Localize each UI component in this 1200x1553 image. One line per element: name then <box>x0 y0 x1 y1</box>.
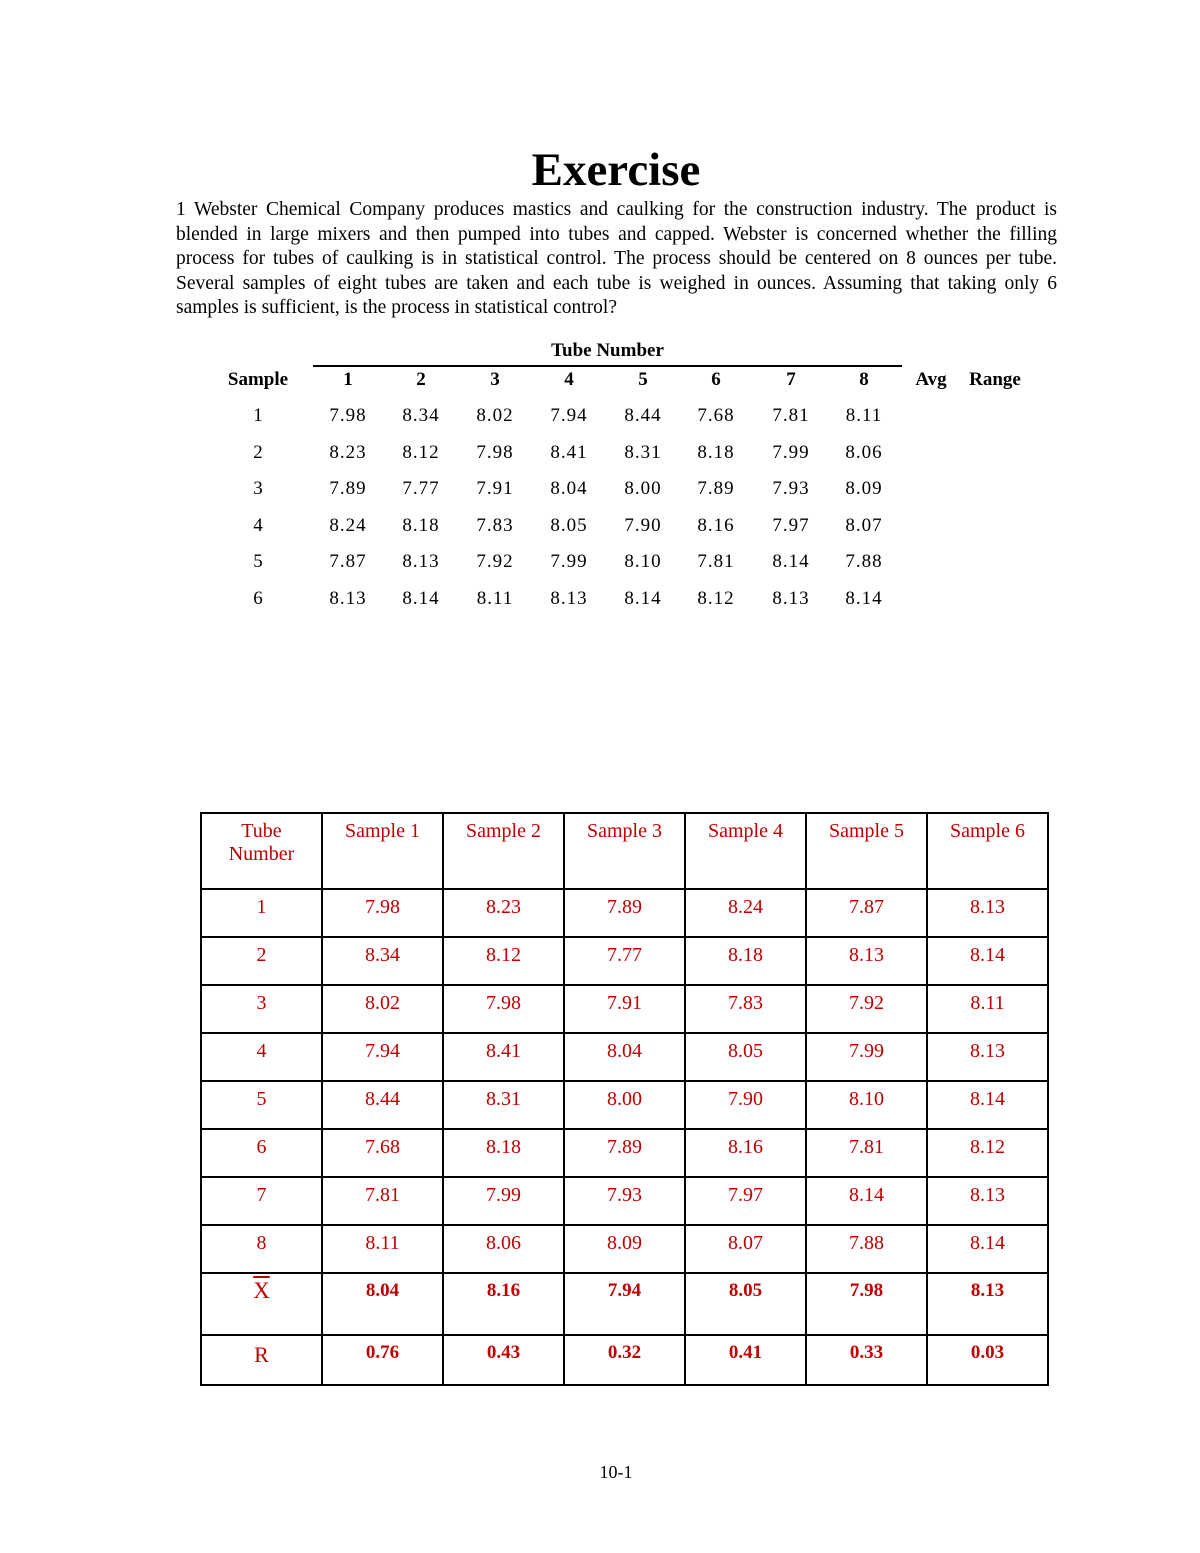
table2-value-cell: 8.06 <box>443 1225 564 1273</box>
tube-number-header: Tube Number <box>551 340 664 361</box>
table1-header-cell: Avg <box>915 369 947 390</box>
table2-value-cell: 8.18 <box>685 937 806 985</box>
xbar-value: 8.16 <box>443 1273 564 1335</box>
table2-value-cell: 7.83 <box>685 985 806 1033</box>
table1-sample-number: 5 <box>253 551 263 573</box>
table2-header-cell: Sample 2 <box>443 813 564 889</box>
table1-value-cell: 7.91 <box>476 478 514 500</box>
table2-xbar-row <box>201 1273 1048 1335</box>
table2-value-cell: 8.13 <box>927 1033 1048 1081</box>
table2-value-cell: 8.00 <box>564 1081 685 1129</box>
table1-value-cell: 8.02 <box>476 405 514 426</box>
sample-table <box>200 812 1049 1386</box>
range-value: 0.32 <box>564 1335 685 1385</box>
table2-value-cell: 7.89 <box>564 1129 685 1177</box>
table2-value-cell: 8.10 <box>806 1081 927 1129</box>
table1-header-cell: 4 <box>564 369 574 390</box>
table1-value-cell: 8.44 <box>624 405 662 426</box>
table2-row <box>201 889 1048 937</box>
table2-value-cell: 7.88 <box>806 1225 927 1273</box>
table1-value-cell: 7.83 <box>476 514 514 536</box>
table2-row <box>201 985 1048 1033</box>
table1-value-cell: 8.18 <box>697 441 735 463</box>
table2-value-cell: 8.18 <box>443 1129 564 1177</box>
table1-value-cell: 8.14 <box>845 588 883 609</box>
table1-value-cell: 8.23 <box>329 441 367 463</box>
table1-value-cell: 8.09 <box>845 478 883 500</box>
table2-value-cell: 8.23 <box>443 889 564 937</box>
table2-value-cell: 8.16 <box>685 1129 806 1177</box>
table1-value-cell: 7.68 <box>697 405 735 426</box>
table2-row <box>201 1177 1048 1225</box>
table1-header-cell: Sample <box>227 369 289 390</box>
table1-value-cell: 7.88 <box>845 551 883 573</box>
xbar-value: 7.94 <box>564 1273 685 1335</box>
table1-value-cell: 7.89 <box>697 478 735 500</box>
table2-value-cell: 8.13 <box>927 889 1048 937</box>
table2-value-cell: 7.97 <box>685 1177 806 1225</box>
table2-header-cell: Tube Number <box>201 813 322 889</box>
table2-value-cell: 7.89 <box>564 889 685 937</box>
table1-value-cell: 8.13 <box>402 551 440 573</box>
table1-value-cell: 8.18 <box>402 514 440 536</box>
table1-value-cell: 7.98 <box>329 405 367 426</box>
table2-value-cell: 8.14 <box>806 1177 927 1225</box>
table1-header-cell: 6 <box>711 369 721 390</box>
table2-value-cell: 8.31 <box>443 1081 564 1129</box>
table2-value-cell: 8.41 <box>443 1033 564 1081</box>
table2-value-cell: 7.93 <box>564 1177 685 1225</box>
table2-value-cell: 7.98 <box>322 889 443 937</box>
table1-header-cell: 3 <box>490 369 500 390</box>
table1-value-cell: 8.14 <box>624 588 662 609</box>
range-value: 0.41 <box>685 1335 806 1385</box>
table2-value-cell: 7.92 <box>806 985 927 1033</box>
table2-tube-number: 5 <box>201 1081 322 1129</box>
table2-tube-number: 3 <box>201 985 322 1033</box>
table1-value-cell: 8.13 <box>550 588 588 609</box>
table2-tube-number: 2 <box>201 937 322 985</box>
table1-value-cell: 8.12 <box>697 588 735 609</box>
table1-value-cell: 8.12 <box>402 441 440 463</box>
table2-value-cell: 7.99 <box>806 1033 927 1081</box>
table1-value-cell: 8.11 <box>476 588 514 609</box>
table1-sample-number: 3 <box>253 478 263 500</box>
table2-value-cell: 8.13 <box>806 937 927 985</box>
table2-tube-number: 6 <box>201 1129 322 1177</box>
table1-value-cell: 7.99 <box>772 441 810 463</box>
table2-value-cell: 8.24 <box>685 889 806 937</box>
table1-header-cell: 5 <box>638 369 648 390</box>
range-label: R <box>201 1335 322 1385</box>
table1-header-cell: 7 <box>786 369 796 390</box>
table1-header-cell: 1 <box>343 369 353 390</box>
table2-tube-number: 8 <box>201 1225 322 1273</box>
table2-value-cell: 7.90 <box>685 1081 806 1129</box>
table1-value-cell: 7.93 <box>772 478 810 500</box>
table1-value-cell: 8.31 <box>624 441 662 463</box>
table2-value-cell: 8.34 <box>322 937 443 985</box>
table2-tube-number: 4 <box>201 1033 322 1081</box>
xbar-value: 8.04 <box>322 1273 443 1335</box>
table1-value-cell: 7.81 <box>697 551 735 573</box>
table2-header-cell: Sample 1 <box>322 813 443 889</box>
table2-value-cell: 7.81 <box>806 1129 927 1177</box>
table2-value-cell: 7.94 <box>322 1033 443 1081</box>
xbar-value: 8.13 <box>927 1273 1048 1335</box>
table2-value-cell: 8.04 <box>564 1033 685 1081</box>
table1-sample-number: 1 <box>253 405 263 426</box>
table1-value-cell: 7.77 <box>402 478 440 500</box>
table1-header-cell: Range <box>969 369 1021 390</box>
table2-value-cell: 7.81 <box>322 1177 443 1225</box>
range-value: 0.33 <box>806 1335 927 1385</box>
table2-row <box>201 1129 1048 1177</box>
table1-value-cell: 8.24 <box>329 514 367 536</box>
xbar-value: 8.05 <box>685 1273 806 1335</box>
table2-value-cell: 8.12 <box>927 1129 1048 1177</box>
table2-value-cell: 8.09 <box>564 1225 685 1273</box>
table1-value-cell: 8.14 <box>772 551 810 573</box>
header-rule <box>313 365 902 367</box>
table2-value-cell: 8.07 <box>685 1225 806 1273</box>
table2-value-cell: 7.87 <box>806 889 927 937</box>
table2-header-cell: Sample 4 <box>685 813 806 889</box>
table1-value-cell: 8.41 <box>550 441 588 463</box>
table1-header-cell: 8 <box>859 369 869 390</box>
table1-sample-number: 6 <box>253 588 263 609</box>
page-number: 10-1 <box>599 1462 633 1482</box>
xbar-value: 7.98 <box>806 1273 927 1335</box>
table2-row <box>201 1081 1048 1129</box>
table2-value-cell: 7.98 <box>443 985 564 1033</box>
table2-value-cell: 7.91 <box>564 985 685 1033</box>
table1-header-cell: 2 <box>416 369 426 390</box>
table2-row <box>201 937 1048 985</box>
table1-value-cell: 7.92 <box>476 551 514 573</box>
table2-value-cell: 8.11 <box>927 985 1048 1033</box>
table1-value-cell: 8.04 <box>550 478 588 500</box>
table2-tube-number: 1 <box>201 889 322 937</box>
table1-value-cell: 7.89 <box>329 478 367 500</box>
page-title: Exercise <box>531 144 701 196</box>
table1-value-cell: 7.90 <box>624 514 662 536</box>
table1-value-cell: 8.13 <box>772 588 810 609</box>
table2-value-cell: 8.02 <box>322 985 443 1033</box>
table1-sample-number: 4 <box>253 514 263 536</box>
range-value: 0.76 <box>322 1335 443 1385</box>
table2-value-cell: 8.11 <box>322 1225 443 1273</box>
table2-header-cell: Sample 3 <box>564 813 685 889</box>
table1-value-cell: 8.05 <box>550 514 588 536</box>
table2-value-cell: 7.99 <box>443 1177 564 1225</box>
table1-value-cell: 7.94 <box>550 405 588 426</box>
table2-header-row <box>201 813 1048 889</box>
table1-value-cell: 8.16 <box>697 514 735 536</box>
xbar-label <box>201 1273 322 1335</box>
table2-value-cell: 8.14 <box>927 937 1048 985</box>
table1-value-cell: 7.87 <box>329 551 367 573</box>
table1-value-cell: 7.97 <box>772 514 810 536</box>
problem-statement: 1 Webster Chemical Company produces mastics and caulking for the construction industry. The product is blended in large mixers and then pumped into tubes and capped. Webster is concerned whether the filling process for tubes of caulking is in statistical control. The process should be centered on 8 ounces per tube. Several samples of eight tubes are taken and each tube is weighed in ounces. Assuming that taking only 6 samples is sufficient, is the process in statistical control? <box>176 199 1057 319</box>
table2-header-cell: Sample 6 <box>927 813 1048 889</box>
range-value: 0.03 <box>927 1335 1048 1385</box>
table2-tube-number: 7 <box>201 1177 322 1225</box>
xbar-symbol: $\overline{X}$ <box>253 1278 270 1303</box>
range-value: 0.43 <box>443 1335 564 1385</box>
table2-value-cell: 8.12 <box>443 937 564 985</box>
table1-value-cell: 8.14 <box>402 588 440 609</box>
table2-value-cell: 7.77 <box>564 937 685 985</box>
table2-value-cell: 8.44 <box>322 1081 443 1129</box>
table1-value-cell: 8.06 <box>845 441 883 463</box>
table1-value-cell: 8.34 <box>402 405 440 426</box>
table2-value-cell: 8.14 <box>927 1081 1048 1129</box>
table1-value-cell: 7.99 <box>550 551 588 573</box>
table2-row <box>201 1033 1048 1081</box>
table1-value-cell: 8.10 <box>624 551 662 573</box>
table1-value-cell: 8.07 <box>845 514 883 536</box>
table2-value-cell: 8.05 <box>685 1033 806 1081</box>
table1-sample-number: 2 <box>253 441 263 463</box>
table1-value-cell: 7.81 <box>772 405 810 426</box>
table2-value-cell: 7.68 <box>322 1129 443 1177</box>
table2-value-cell: 8.13 <box>927 1177 1048 1225</box>
table2-header-cell: Sample 5 <box>806 813 927 889</box>
tube-weight-table <box>0 0 1200 640</box>
table1-value-cell: 8.11 <box>845 405 883 426</box>
table1-value-cell: 7.98 <box>476 441 514 463</box>
table1-value-cell: 8.00 <box>624 478 662 500</box>
table2-value-cell: 8.14 <box>927 1225 1048 1273</box>
table2-row <box>201 1225 1048 1273</box>
table1-value-cell: 8.13 <box>329 588 367 609</box>
table2-range-row <box>201 1335 1048 1385</box>
